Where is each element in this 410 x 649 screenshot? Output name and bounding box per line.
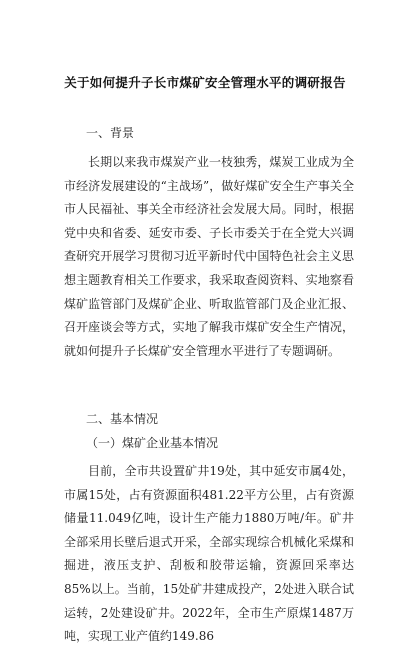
document-title: 关于如何提升子长市煤矿安全管理水平的调研报告: [64, 75, 346, 90]
section-heading-basic-situation: 二、基本情况: [86, 412, 159, 426]
enterprise-paragraph-text: 目前，全市共设置矿井19处，其中延安市属4处，市属15处，占有资源面积481.22平方公里，占有资源储量11.049亿吨，设计生产能力1880万吨/年。矿井全部采用长壁后退式开采，全部实现综合机械化采煤和掘进，液压支护、刮板和胶带运输，资源回采率达85%以上。当前，15处矿井建成投产，2处进入联合试运转，2处建设矿井。2022年，全市生产原煤1487万吨，实现工业产值约149.86: [64, 464, 354, 644]
background-paragraph-text: 长期以来我市煤炭产业一枝独秀，煤炭工业成为全市经济发展建设的“主战场”，做好煤矿安全生产事关全市人民福祉、事关全市经济社会发展大局。同时，根据党中央和省委、延安市委、子长市委关于在全党大兴调查研究开展学习贯彻习近平新时代中国特色社会主义思想主题教育相关工作要求，我采取查阅资料、实地察看煤矿监管部门及煤矿企业、听取监管部门及企业汇报、召开座谈会等方式，实地了解我市煤矿安全生产情况，就如何提升子长煤矿安全管理水平进行了专题调研。: [64, 155, 354, 358]
subheading-coal-enterprises: （一）煤矿企业基本情况: [86, 436, 219, 450]
enterprise-paragraph: [64, 460, 354, 649]
section-heading-background: 一、背景: [86, 126, 135, 140]
background-paragraph: [64, 151, 354, 363]
